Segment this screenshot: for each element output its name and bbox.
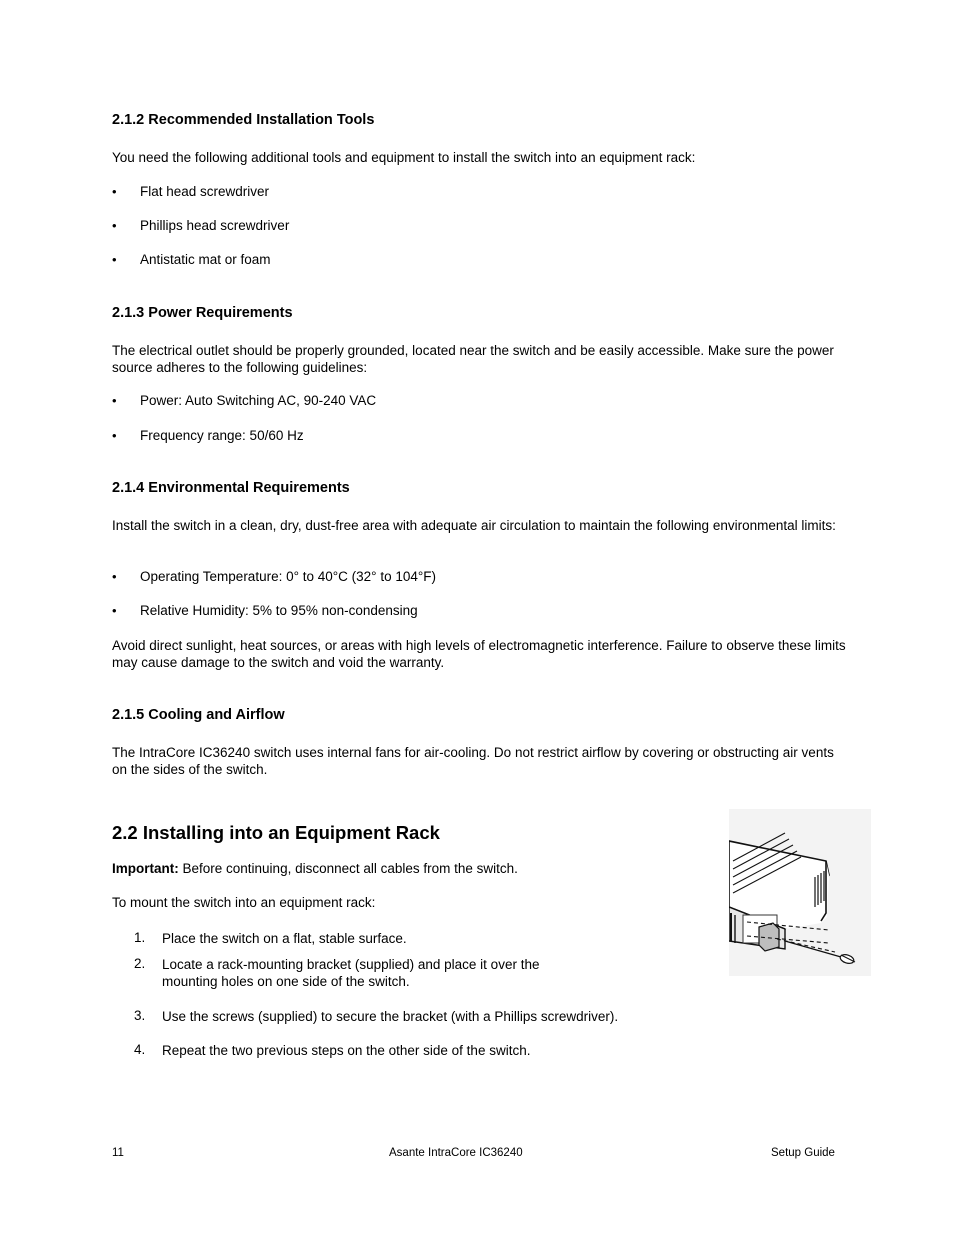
list-item: Frequency range: 50/60 Hz	[140, 428, 304, 443]
paragraph-tools-intro: You need the following additional tools and equipment to install the switch into an equipment rack:	[112, 150, 696, 165]
footer-doc-title: Setup Guide	[771, 1147, 835, 1159]
heading-2-1-5: 2.1.5 Cooling and Airflow	[112, 707, 285, 723]
bullet-icon: •	[112, 393, 117, 408]
paragraph-environment-intro: Install the switch in a clean, dry, dust-free area with adequate air circulation to maintain the following environmental limits:	[112, 518, 836, 533]
paragraph-power-intro: The electrical outlet should be properly grounded, located near the switch and be easily accessible. Make sure the power source adheres to the following guidelines:	[112, 343, 834, 375]
paragraph-mount-intro: To mount the switch into an equipment rack:	[112, 895, 376, 910]
bullet-icon: •	[112, 184, 117, 199]
rack-bracket-illustration	[729, 809, 871, 976]
footer-product: Asante IntraCore IC36240	[389, 1147, 523, 1159]
bullet-icon: •	[112, 252, 117, 267]
paragraph-cooling: The IntraCore IC36240 switch uses internal fans for air-cooling. Do not restrict airflow by covering or obstructing air vents on the sides of the switch.	[112, 745, 834, 777]
important-note	[112, 861, 518, 876]
list-item: Antistatic mat or foam	[140, 252, 271, 267]
list-item: Phillips head screwdriver	[140, 218, 290, 233]
bullet-icon: •	[112, 218, 117, 233]
bullet-icon: •	[112, 428, 117, 443]
bullet-icon: •	[112, 569, 117, 584]
list-item: Operating Temperature: 0° to 40°C (32° to 104°F)	[140, 569, 436, 584]
step-text: Locate a rack-mounting bracket (supplied) and place it over the mounting holes on one side of the switch.	[162, 957, 540, 989]
step-text: Use the screws (supplied) to secure the bracket (with a Phillips screwdriver).	[162, 1009, 619, 1024]
step-number: 2.	[134, 956, 146, 971]
important-text: Before continuing, disconnect all cables from the switch.	[178, 861, 518, 876]
list-item: Relative Humidity: 5% to 95% non-condensing	[140, 603, 418, 618]
paragraph-environment-warning: Avoid direct sunlight, heat sources, or areas with high levels of electromagnetic interference. Failure to observe these limits may cause damage to the switch and void the warranty.	[112, 638, 846, 670]
heading-2-1-2: 2.1.2 Recommended Installation Tools	[112, 112, 375, 128]
list-item: Flat head screwdriver	[140, 184, 270, 199]
step-text: Repeat the two previous steps on the other side of the switch.	[162, 1043, 531, 1058]
important-label: Important:	[112, 861, 179, 876]
step-number: 1.	[134, 930, 146, 945]
bullet-icon: •	[112, 603, 117, 618]
heading-2-1-4: 2.1.4 Environmental Requirements	[112, 480, 350, 496]
step-number: 4.	[134, 1042, 146, 1057]
step-text: Place the switch on a flat, stable surface.	[162, 931, 407, 946]
page-number: 11	[112, 1147, 124, 1159]
heading-2-1-3: 2.1.3 Power Requirements	[112, 305, 293, 321]
list-item: Power: Auto Switching AC, 90-240 VAC	[140, 393, 377, 408]
heading-2-2: 2.2 Installing into an Equipment Rack	[112, 822, 440, 843]
step-number: 3.	[134, 1008, 146, 1023]
